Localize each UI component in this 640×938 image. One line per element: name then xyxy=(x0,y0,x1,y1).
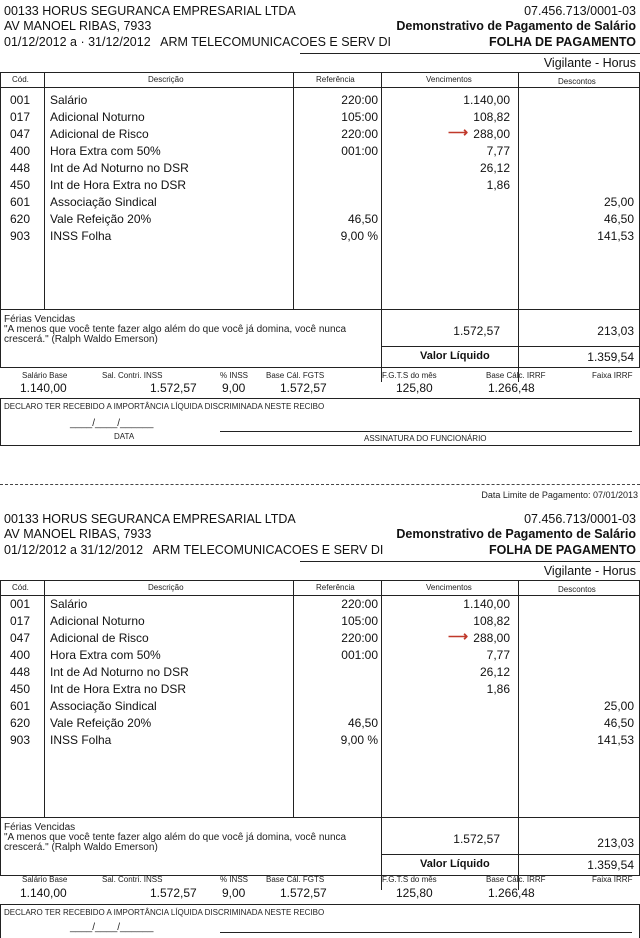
net-value: 1.359,54 xyxy=(587,350,634,364)
total-earnings: 1.572,57 xyxy=(453,324,500,338)
cell-code: 400 xyxy=(10,144,31,158)
period xyxy=(4,35,391,49)
cell-ref: 105:00 xyxy=(341,110,378,124)
base-irrf: 1.266,48 xyxy=(488,381,535,395)
table-row xyxy=(0,597,640,614)
table-row xyxy=(0,614,640,631)
cell-code: 001 xyxy=(10,93,31,107)
divider xyxy=(300,53,640,54)
payment-limit: Data Limite de Pagamento: 07/01/2013 xyxy=(481,490,638,500)
cell-venc: 1.140,00 xyxy=(463,93,510,107)
cell-desc: Adicional Noturno xyxy=(50,110,145,124)
date-label: DATA xyxy=(114,432,135,441)
document-subtitle: FOLHA DE PAGAMENTO xyxy=(489,543,636,557)
cell-code: 903 xyxy=(10,229,31,243)
document-subtitle: FOLHA DE PAGAMENTO xyxy=(489,35,636,49)
cell-desc: Adicional de Risco xyxy=(50,127,149,141)
table-row xyxy=(0,212,640,229)
base-fgts-label: Base Cál. FGTS xyxy=(266,371,325,380)
cell-ref: 46,50 xyxy=(347,212,378,226)
cell-code: 017 xyxy=(10,614,31,628)
cell-desc: Int de Ad Noturno no DSR xyxy=(50,665,189,679)
cell-venc: 26,12 xyxy=(479,665,510,679)
table-row xyxy=(0,665,640,682)
cell-desc: Hora Extra com 50% xyxy=(50,648,161,662)
message-line1: "A menos que você tente fazer algo além do que você já domina, você nunca xyxy=(4,832,347,843)
cell-code: 620 xyxy=(10,212,31,226)
table-row xyxy=(0,93,640,110)
cell-ref: 001:00 xyxy=(341,648,378,662)
fgts-mes-label: F.G.T.S do mês xyxy=(382,875,437,884)
total-deductions: 213,03 xyxy=(597,836,634,850)
base-irrf-label: Base Cálc. IRRF xyxy=(486,371,546,380)
table-row xyxy=(0,733,640,750)
cell-desc: Associação Sindical xyxy=(50,195,157,209)
cell-desc: Vale Refeição 20% xyxy=(50,212,152,226)
cell-desc: INSS Folha xyxy=(50,733,112,747)
pct-inss: 9,00 xyxy=(222,381,246,395)
cut-line xyxy=(0,484,640,485)
cell-desc: Salário xyxy=(50,93,88,107)
table-header-line xyxy=(0,87,640,88)
fgts-mes: 125,80 xyxy=(396,886,433,900)
base-fgts-label: Base Cál. FGTS xyxy=(266,875,325,884)
table-row xyxy=(0,178,640,195)
cell-ref: 220:00 xyxy=(341,631,378,645)
divider xyxy=(300,561,640,562)
receipt-declaration: DECLARO TER RECEBIDO A IMPORTÂNCIA LÍQUIDA DISCRIMINADA NESTE RECIBO xyxy=(4,402,325,411)
cell-code: 903 xyxy=(10,733,31,747)
table-row xyxy=(0,716,640,733)
net-value: 1.359,54 xyxy=(587,858,634,872)
col-code-header: Cód. xyxy=(12,583,29,592)
cell-code: 017 xyxy=(10,110,31,124)
cell-desc2: 25,00 xyxy=(603,195,634,209)
department: ARM TELECOMUNICACOES E SERV DI xyxy=(152,543,384,557)
message-title: Férias Vencidas xyxy=(4,314,76,325)
period-dates: 01/12/2012 a · 31/12/2012 xyxy=(4,35,151,49)
cell-venc: 288,00 xyxy=(473,631,510,645)
cell-venc: 26,12 xyxy=(479,161,510,175)
cell-venc: 1.140,00 xyxy=(463,597,510,611)
company-address: AV MANOEL RIBAS, 7933 xyxy=(4,19,152,33)
total-earnings: 1.572,57 xyxy=(453,832,500,846)
cell-code: 601 xyxy=(10,195,31,209)
cell-code: 400 xyxy=(10,648,31,662)
col-earnings-header: Vencimentos xyxy=(426,583,472,592)
cell-desc2: 46,50 xyxy=(603,716,634,730)
cell-code: 601 xyxy=(10,699,31,713)
cell-venc: 1,86 xyxy=(486,682,510,696)
sal-contr-inss-label: Sal. Contri. INSS xyxy=(102,371,163,380)
company-address: AV MANOEL RIBAS, 7933 xyxy=(4,527,152,541)
salario-base: 1.140,00 xyxy=(20,381,67,395)
pct-inss-label: % INSS xyxy=(220,875,249,884)
divider xyxy=(381,346,640,347)
sal-contr-inss: 1.572,57 xyxy=(150,381,197,395)
cell-code: 450 xyxy=(10,178,31,192)
cell-venc: 7,77 xyxy=(486,648,510,662)
faixa-irrf-label: Faixa IRRF xyxy=(592,875,633,884)
cell-ref: 001:00 xyxy=(341,144,378,158)
message-line2: crescerá." (Ralph Waldo Emerson) xyxy=(4,334,158,345)
red-arrow-icon: ⟶ xyxy=(448,628,469,644)
cell-code: 620 xyxy=(10,716,31,730)
signature-line xyxy=(220,932,632,933)
cell-desc: Salário xyxy=(50,597,88,611)
col-reference-header: Referência xyxy=(316,583,355,592)
company-name: 00133 HORUS SEGURANCA EMPRESARIAL LTDA xyxy=(4,512,296,526)
role: Vigilante - Horus xyxy=(543,56,636,70)
pct-inss: 9,00 xyxy=(222,886,246,900)
base-fgts: 1.572,57 xyxy=(280,381,327,395)
signature-line xyxy=(220,431,632,432)
receipt-declaration: DECLARO TER RECEBIDO A IMPORTÂNCIA LÍQUIDA DISCRIMINADA NESTE RECIBO xyxy=(4,908,325,917)
col-description-header: Descrição xyxy=(148,75,184,84)
cell-code: 001 xyxy=(10,597,31,611)
cell-ref: 46,50 xyxy=(347,716,378,730)
cnpj: 07.456.713/0001-03 xyxy=(524,4,636,18)
cell-desc: Int de Ad Noturno no DSR xyxy=(50,161,189,175)
date-blank: ____/____/______ xyxy=(70,418,154,429)
message-title: Férias Vencidas xyxy=(4,822,76,833)
table-row xyxy=(0,699,640,716)
col-reference-header: Referência xyxy=(316,75,355,84)
department: ARM TELECOMUNICACOES E SERV DI xyxy=(160,35,391,49)
sal-contr-inss-label: Sal. Contri. INSS xyxy=(102,875,163,884)
cell-code: 448 xyxy=(10,665,31,679)
table-row xyxy=(0,631,640,648)
period-dates: 01/12/2012 a 31/12/2012 xyxy=(4,543,144,557)
document-title: Demonstrativo de Pagamento de Salário xyxy=(396,19,636,33)
table-header-line xyxy=(0,595,640,596)
period xyxy=(4,543,383,557)
message-line2: crescerá." (Ralph Waldo Emerson) xyxy=(4,842,158,853)
divider xyxy=(381,854,640,855)
cnpj: 07.456.713/0001-03 xyxy=(524,512,636,526)
cell-desc: Adicional de Risco xyxy=(50,631,149,645)
cell-venc: 1,86 xyxy=(486,178,510,192)
base-fgts: 1.572,57 xyxy=(280,886,327,900)
table-row xyxy=(0,195,640,212)
net-label: Valor Líquido xyxy=(420,858,490,870)
salario-base: 1.140,00 xyxy=(20,886,67,900)
salario-base-label: Salário Base xyxy=(22,371,68,380)
table-row xyxy=(0,110,640,127)
base-irrf: 1.266,48 xyxy=(488,886,535,900)
fgts-mes-label: F.G.T.S do mês xyxy=(382,371,437,380)
cell-venc: 108,82 xyxy=(473,110,510,124)
cell-desc: Hora Extra com 50% xyxy=(50,144,161,158)
cell-ref: 220:00 xyxy=(341,93,378,107)
cell-desc: Vale Refeição 20% xyxy=(50,716,152,730)
cell-desc2: 141,53 xyxy=(597,229,634,243)
cell-desc: INSS Folha xyxy=(50,229,112,243)
cell-code: 047 xyxy=(10,127,31,141)
cell-ref: 9,00 % xyxy=(340,229,378,243)
table-row xyxy=(0,229,640,246)
cell-ref: 9,00 % xyxy=(340,733,378,747)
company-name: 00133 HORUS SEGURANCA EMPRESARIAL LTDA xyxy=(4,4,296,18)
signature-label: ASSINATURA DO FUNCIONÁRIO xyxy=(364,434,487,443)
sal-contr-inss: 1.572,57 xyxy=(150,886,197,900)
cell-venc: 108,82 xyxy=(473,614,510,628)
role: Vigilante - Horus xyxy=(543,564,636,578)
table-row xyxy=(0,682,640,699)
cell-venc: 288,00 xyxy=(473,127,510,141)
cell-desc2: 141,53 xyxy=(597,733,634,747)
faixa-irrf-label: Faixa IRRF xyxy=(592,371,633,380)
message-line1: "A menos que você tente fazer algo além do que você já domina, você nunca xyxy=(4,324,347,335)
col-deductions-header: Descontos xyxy=(558,77,596,86)
col-earnings-header: Vencimentos xyxy=(426,75,472,84)
cell-desc: Int de Hora Extra no DSR xyxy=(50,178,187,192)
cell-desc: Adicional Noturno xyxy=(50,614,145,628)
cell-ref: 220:00 xyxy=(341,597,378,611)
cell-venc: 7,77 xyxy=(486,144,510,158)
table-row xyxy=(0,648,640,665)
net-label: Valor Líquido xyxy=(420,350,490,362)
table-row xyxy=(0,161,640,178)
col-deductions-header: Descontos xyxy=(558,585,596,594)
red-arrow-icon: ⟶ xyxy=(448,124,469,140)
total-deductions: 213,03 xyxy=(597,324,634,338)
col-description-header: Descrição xyxy=(148,583,184,592)
pct-inss-label: % INSS xyxy=(220,371,249,380)
base-irrf-label: Base Cálc. IRRF xyxy=(486,875,546,884)
cell-desc: Int de Hora Extra no DSR xyxy=(50,682,187,696)
salario-base-label: Salário Base xyxy=(22,875,68,884)
date-blank: ____/____/______ xyxy=(70,922,154,933)
fgts-mes: 125,80 xyxy=(396,381,433,395)
cell-desc2: 25,00 xyxy=(603,699,634,713)
cell-ref: 105:00 xyxy=(341,614,378,628)
cell-desc2: 46,50 xyxy=(603,212,634,226)
cell-ref: 220:00 xyxy=(341,127,378,141)
document-title: Demonstrativo de Pagamento de Salário xyxy=(396,527,636,541)
cell-code: 448 xyxy=(10,161,31,175)
col-code-header: Cód. xyxy=(12,75,29,84)
table-row xyxy=(0,144,640,161)
cell-code: 450 xyxy=(10,682,31,696)
cell-desc: Associação Sindical xyxy=(50,699,157,713)
table-row xyxy=(0,127,640,144)
cell-code: 047 xyxy=(10,631,31,645)
